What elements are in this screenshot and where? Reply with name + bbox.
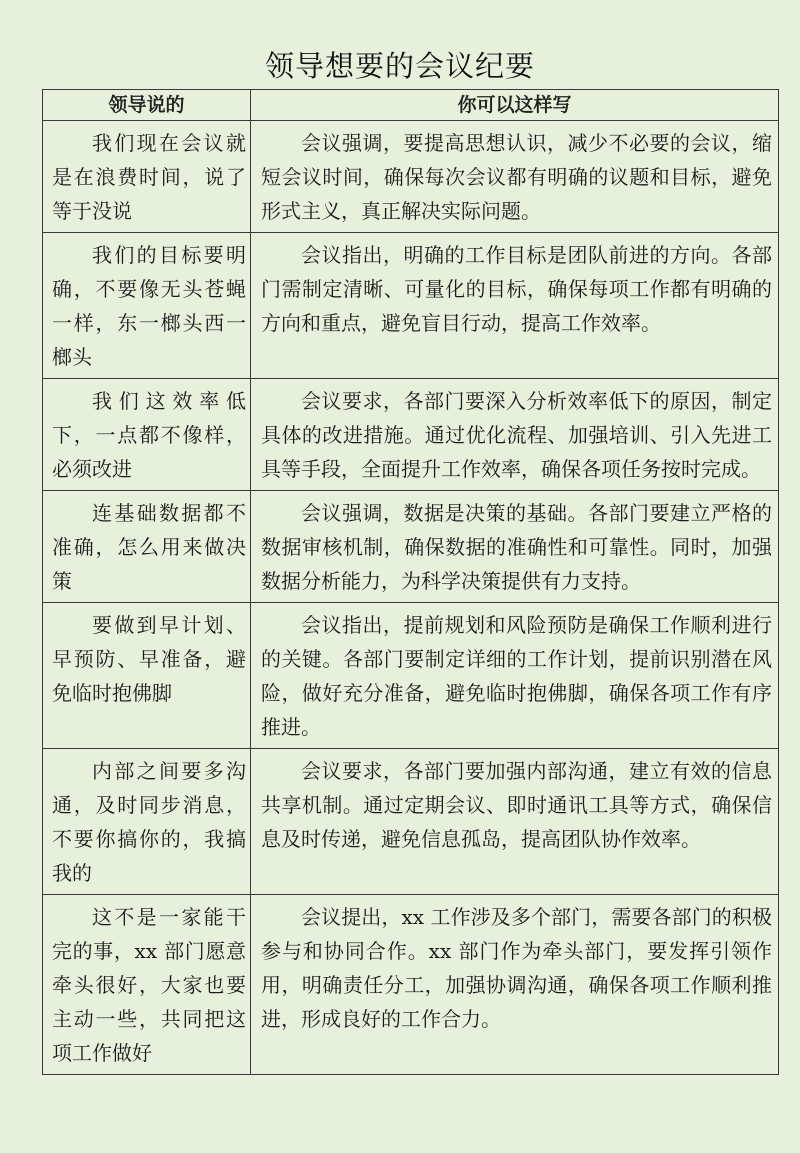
minutes-text-cell: 会议强调，数据是决策的基础。各部门要建立严格的数据审核机制，确保数据的准确性和可靠性。同时，加强数据分析能力，为科学决策提供有力支持。 bbox=[251, 491, 779, 603]
table-row bbox=[43, 379, 779, 491]
minutes-text-cell: 会议提出，xx 工作涉及多个部门，需要各部门的积极参与和协同合作。xx 部门作为牵头部门，要发挥引领作用，明确责任分工，加强协调沟通，确保各项工作顺利推进，形成良好的工作合力。 bbox=[251, 895, 779, 1075]
table-row bbox=[43, 603, 779, 749]
page-title: 领导想要的会议纪要 bbox=[264, 49, 535, 83]
header-you-write: 你可以这样写 bbox=[251, 90, 779, 121]
table-header-row bbox=[43, 90, 779, 121]
leader-said-cell: 连基础数据都不准确，怎么用来做决策 bbox=[43, 491, 251, 603]
header-leader-said: 领导说的 bbox=[43, 90, 251, 121]
table-row bbox=[43, 491, 779, 603]
table-row bbox=[43, 749, 779, 895]
leader-said-cell: 要做到早计划、早预防、早准备，避免临时抱佛脚 bbox=[43, 603, 251, 749]
leader-said-cell: 我们的目标要明确，不要像无头苍蝇一样，东一榔头西一榔头 bbox=[43, 233, 251, 379]
table-row bbox=[43, 233, 779, 379]
table-row bbox=[43, 895, 779, 1075]
leader-said-cell: 这不是一家能干完的事，xx 部门愿意牵头很好，大家也要主动一些，共同把这项工作做好 bbox=[43, 895, 251, 1075]
minutes-text-cell: 会议指出，明确的工作目标是团队前进的方向。各部门需制定清晰、可量化的目标，确保每项工作都有明确的方向和重点，避免盲目行动，提高工作效率。 bbox=[251, 233, 779, 379]
minutes-text-cell: 会议要求，各部门要深入分析效率低下的原因，制定具体的改进措施。通过优化流程、加强培训、引入先进工具等手段，全面提升工作效率，确保各项任务按时完成。 bbox=[251, 379, 779, 491]
leader-said-cell: 我们现在会议就是在浪费时间，说了等于没说 bbox=[43, 121, 251, 233]
meeting-minutes-table bbox=[42, 89, 779, 1075]
minutes-text-cell: 会议指出，提前规划和风险预防是确保工作顺利进行的关键。各部门要制定详细的工作计划，提前识别潜在风险，做好充分准备，避免临时抱佛脚，确保各项工作有序推进。 bbox=[251, 603, 779, 749]
minutes-text-cell: 会议要求，各部门要加强内部沟通，建立有效的信息共享机制。通过定期会议、即时通讯工具等方式，确保信息及时传递，避免信息孤岛，提高团队协作效率。 bbox=[251, 749, 779, 895]
table-row bbox=[43, 121, 779, 233]
leader-said-cell: 我们这效率低下，一点都不像样，必须改进 bbox=[43, 379, 251, 491]
minutes-text-cell: 会议强调，要提高思想认识，减少不必要的会议，缩短会议时间，确保每次会议都有明确的议题和目标，避免形式主义，真正解决实际问题。 bbox=[251, 121, 779, 233]
leader-said-cell: 内部之间要多沟通，及时同步消息，不要你搞你的，我搞我的 bbox=[43, 749, 251, 895]
